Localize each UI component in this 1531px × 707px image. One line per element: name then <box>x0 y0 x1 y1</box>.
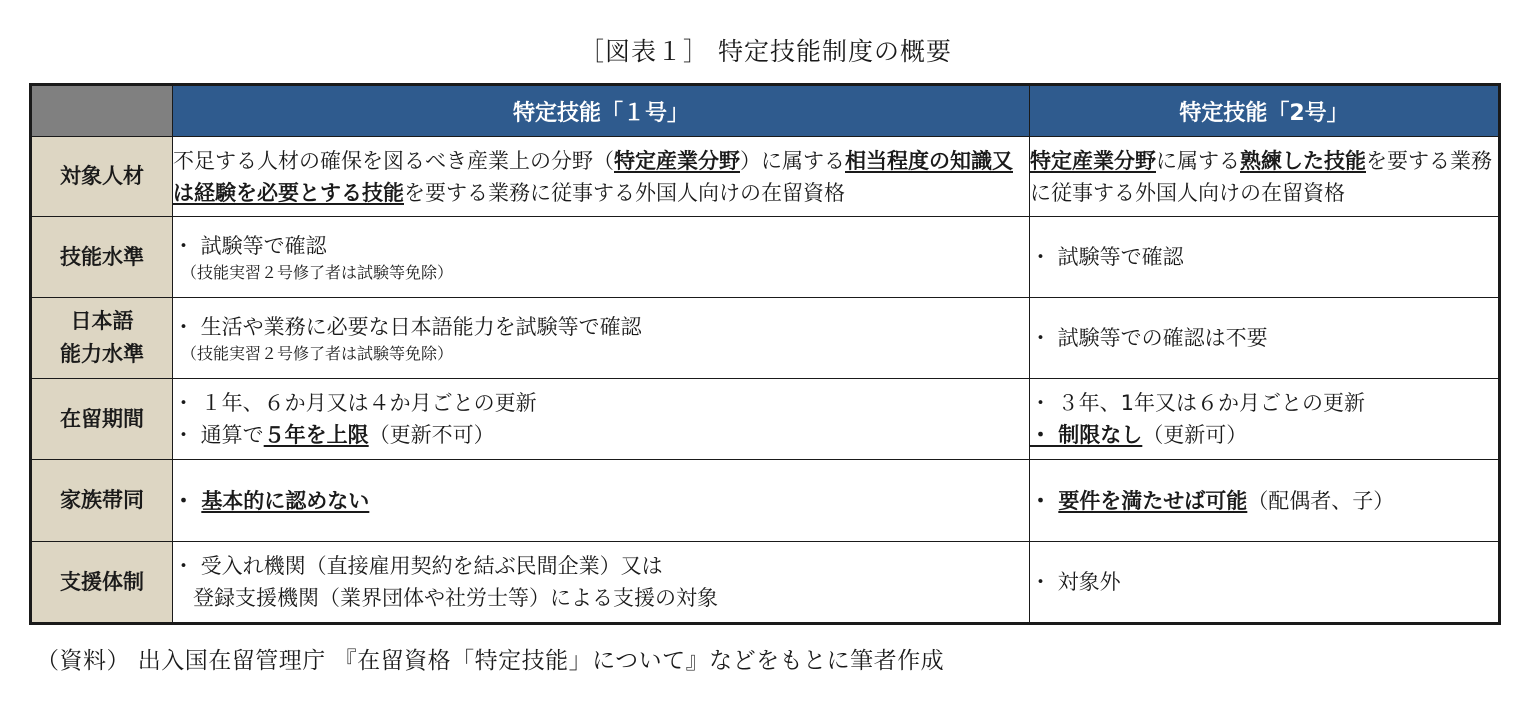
table-header-row <box>31 85 1500 137</box>
row-label-target: 対象人材 <box>31 137 173 217</box>
column-header-type1: 特定技能「１号」 <box>173 85 1030 137</box>
text-segment: を要する業務に従事する外国人向けの在留資格 <box>404 180 845 205</box>
note-text: （技能実習２号修了者は試験等免除） <box>181 263 454 282</box>
cell-family-type2 <box>1030 460 1500 542</box>
text-segment: （配偶者、子） <box>1247 488 1395 513</box>
text-line: ・ １年、６か月又は４か月ごとの更新 <box>173 391 537 415</box>
text-line <box>173 419 1029 451</box>
emphasis-text: 要件を満たせば可能 <box>1058 488 1248 513</box>
text-line <box>1030 419 1498 451</box>
text-line: ・ 対象外 <box>1030 570 1121 594</box>
cell-support-type1 <box>173 542 1030 624</box>
emphasis-text: ・ 制限なし <box>1030 423 1143 447</box>
text-segment: に属する <box>1156 148 1240 173</box>
row-label-family: 家族帯同 <box>31 460 173 542</box>
corner-cell <box>31 85 173 137</box>
note-text: （技能実習２号修了者は試験等免除） <box>181 344 454 363</box>
overview-table <box>29 83 1501 625</box>
emphasis-text: 特定産業分野 <box>1030 148 1156 173</box>
figure-title: ［図表１］ 特定技能制度の概要 <box>579 37 952 66</box>
row-label-support: 支援体制 <box>31 542 173 624</box>
cell-target-type2 <box>1030 137 1500 217</box>
bullet: ・ <box>1030 488 1059 513</box>
text-segment: （更新可） <box>1142 423 1248 447</box>
text-line: ・ ３年、1年又は６か月ごとの更新 <box>1030 391 1366 415</box>
emphasis-text: 相当程度の知識又は経験を必要とする技能 <box>173 148 1013 205</box>
label-line: 日本語 <box>70 309 134 333</box>
table-row <box>31 460 1500 542</box>
text-segment: （更新不可） <box>368 423 495 447</box>
table-row <box>31 379 1500 460</box>
source-note: （資料） 出入国在留管理庁 『在留資格「特定技能」について』などをもとに筆者作成 <box>36 648 945 674</box>
text-segment: を要する業務に従事する外国人向けの在留資格 <box>1030 148 1492 205</box>
text-line: ・ 試験等で確認 <box>1030 245 1184 269</box>
column-header-type2: 特定技能「2号」 <box>1030 85 1500 137</box>
emphasis-text: 基本的に認めない <box>201 488 370 513</box>
cell-family-type1 <box>173 460 1030 542</box>
row-label-stay-period: 在留期間 <box>31 379 173 460</box>
text-line: ・ 試験等で確認 <box>173 234 327 258</box>
row-label-skill-level: 技能水準 <box>31 217 173 298</box>
table-row <box>31 137 1500 217</box>
text-segment: 不足する人材の確保を図るべき産業上の分野（ <box>173 148 614 173</box>
cell-skill-type2 <box>1030 217 1500 298</box>
emphasis-text: ５年を上限 <box>263 423 369 447</box>
emphasis-text: 熟練した技能 <box>1240 148 1366 173</box>
emphasis-text: 特定産業分野 <box>614 148 740 173</box>
text-line: 登録支援機関（業界団体や社労士等）による支援の対象 <box>193 586 718 610</box>
cell-stay-type2 <box>1030 379 1500 460</box>
cell-japanese-type1 <box>173 298 1030 379</box>
bullet: ・ <box>173 488 202 513</box>
table-row <box>31 217 1500 298</box>
cell-target-type1 <box>173 137 1030 217</box>
table-row <box>31 298 1500 379</box>
text-line: ・ 生活や業務に必要な日本語能力を試験等で確認 <box>173 315 642 339</box>
text-line: ・ 試験等での確認は不要 <box>1030 326 1268 350</box>
cell-stay-type1 <box>173 379 1030 460</box>
row-label-japanese-level <box>31 298 173 379</box>
text-segment: ・ 通算で <box>173 423 264 447</box>
cell-support-type2 <box>1030 542 1500 624</box>
text-segment: ）に属する <box>740 148 845 173</box>
cell-skill-type1 <box>173 217 1030 298</box>
label-line: 能力水準 <box>60 342 144 366</box>
cell-japanese-type2 <box>1030 298 1500 379</box>
table-row <box>31 542 1500 624</box>
text-line: ・ 受入れ機関（直接雇用契約を結ぶ民間企業）又は <box>173 554 663 578</box>
